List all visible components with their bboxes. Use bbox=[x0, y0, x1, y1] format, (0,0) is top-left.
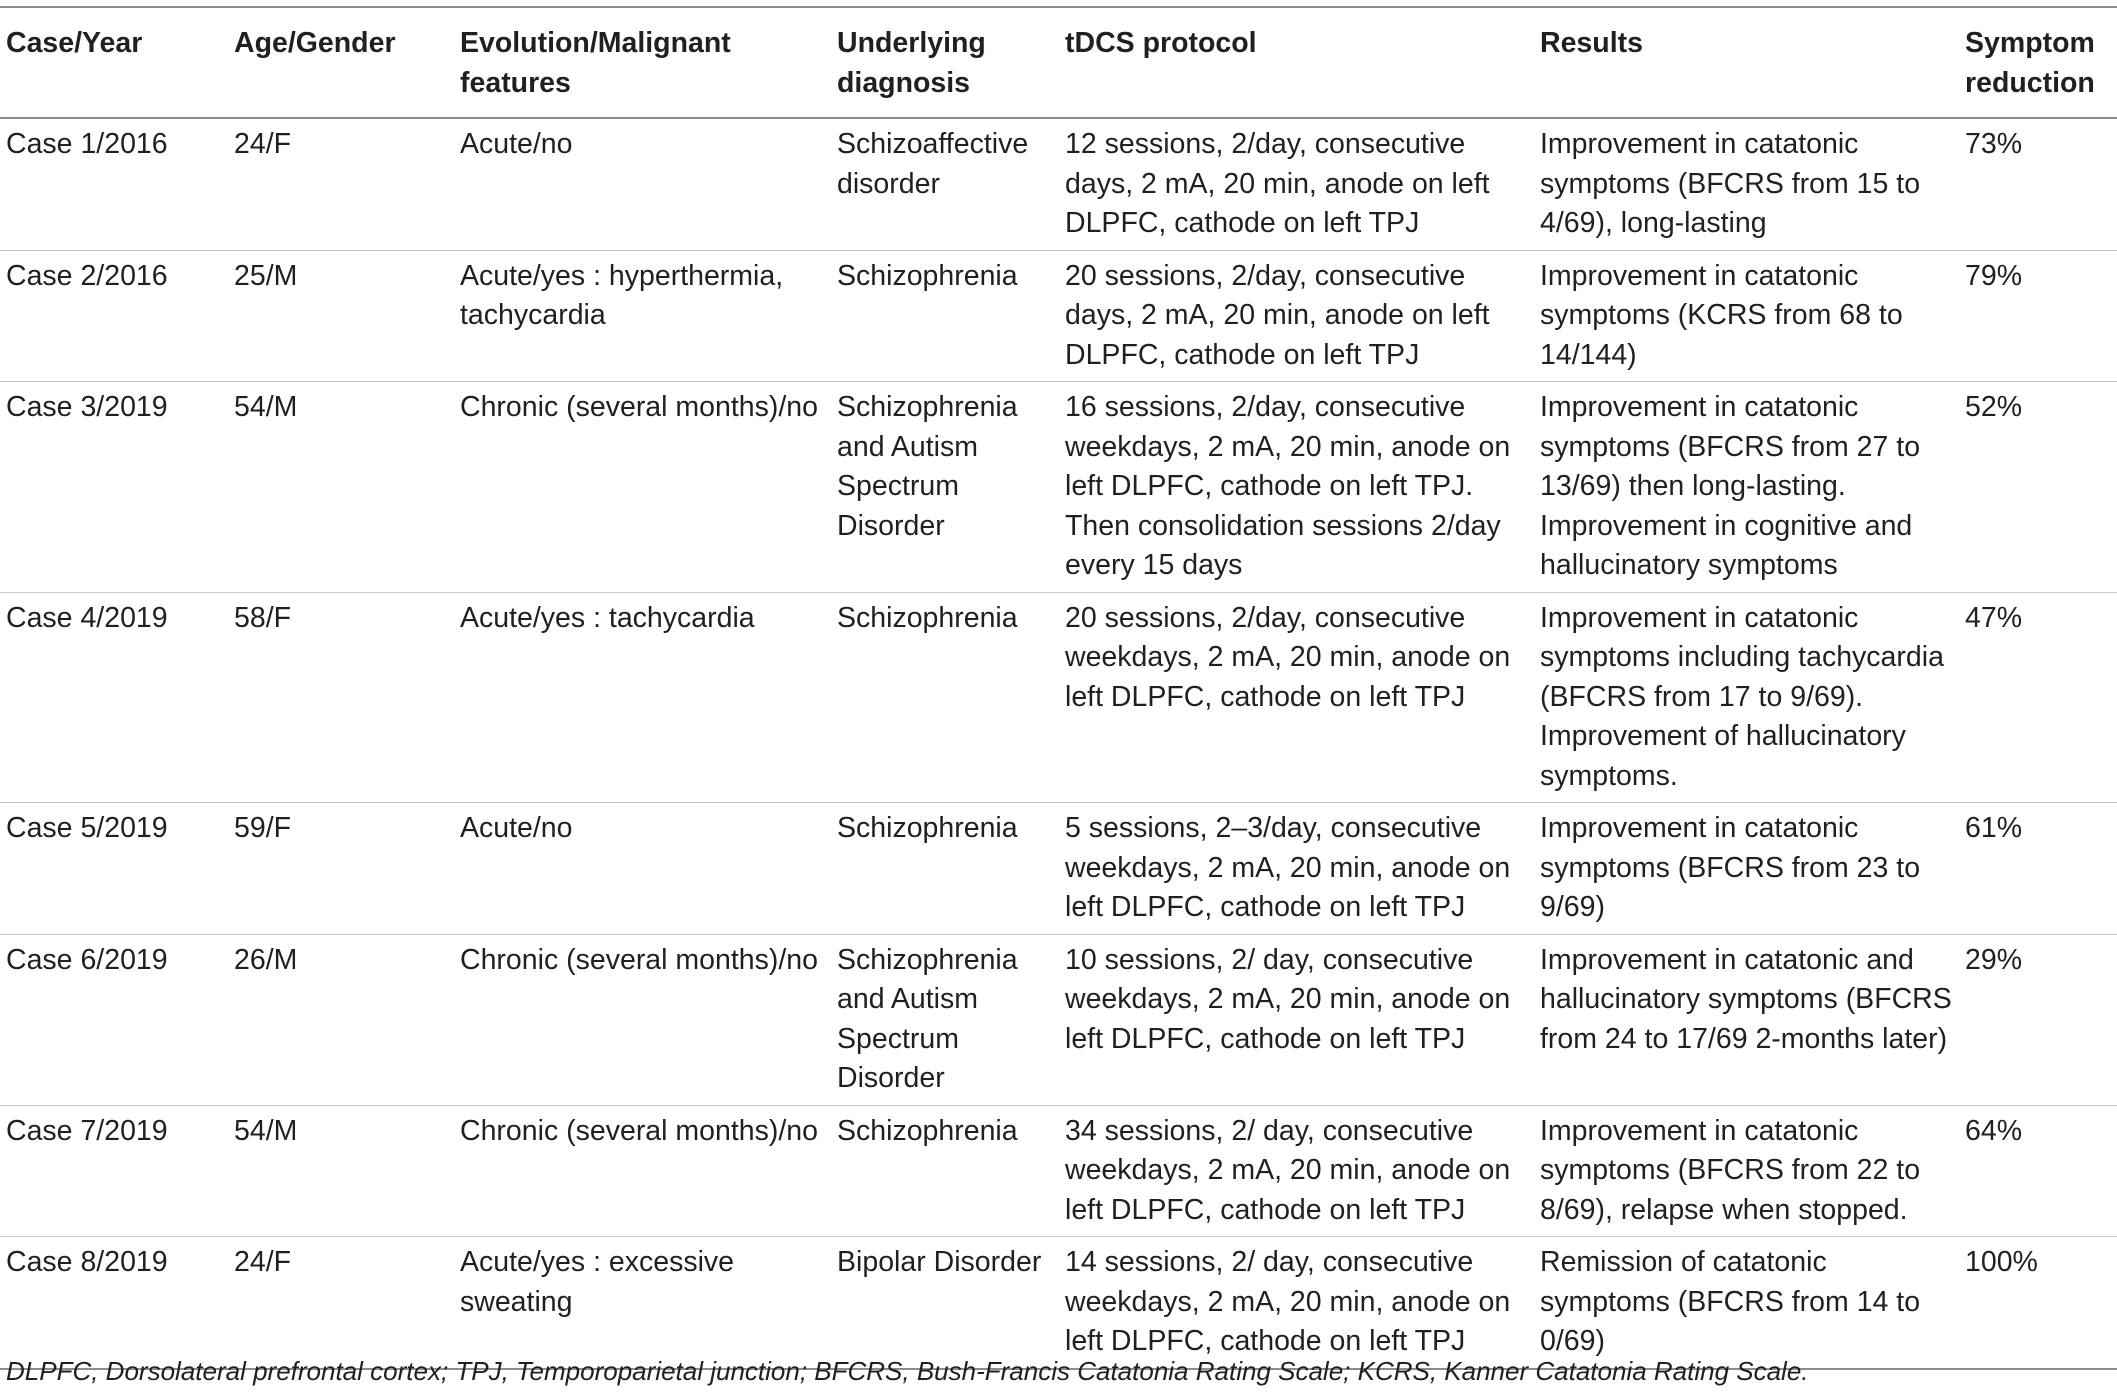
header-diagnosis: Underlying diagnosis bbox=[837, 27, 986, 99]
table-footnote: DLPFC, Dorsolateral prefrontal cortex; TPJ, Temporoparietal junction; BFCRS, Bush-Francis Catatonia Rating Scale; KCRS, Kanner Catatonia Rating Scale. bbox=[6, 1356, 1809, 1386]
case-table bbox=[0, 6, 2117, 1370]
header-case-year: Case/Year bbox=[6, 27, 143, 59]
cell-symptom-reduction: 73% bbox=[1965, 128, 2023, 160]
table-row bbox=[0, 803, 2117, 935]
cell-symptom-reduction: 100% bbox=[1965, 1246, 2038, 1278]
cell-symptom-reduction: 52% bbox=[1965, 391, 2023, 423]
table-row bbox=[0, 592, 2117, 803]
header-tdcs-protocol: tDCS protocol bbox=[1065, 27, 1257, 59]
cell-evolution: Acute/no bbox=[460, 812, 573, 844]
table-body bbox=[0, 118, 2117, 1369]
cell-evolution: Acute/yes : tachycardia bbox=[460, 601, 755, 634]
cell-age-gender: 54/M bbox=[234, 391, 298, 423]
cell-tdcs-protocol: 12 sessions, 2/day, consecutive days, 2 mA, 20 min, anode on left DLPFC, cathode on left TPJ bbox=[1065, 128, 1490, 239]
cell-age-gender: 24/F bbox=[234, 128, 292, 160]
cell-tdcs-protocol: 10 sessions, 2/ day, consecutive weekdays, 2 mA, 20 min, anode on left DLPFC, cathode on left TPJ bbox=[1065, 943, 1511, 1055]
table-row bbox=[0, 382, 2117, 593]
table-row bbox=[0, 250, 2117, 382]
cell-tdcs-protocol: 14 sessions, 2/ day, consecutive weekdays, 2 mA, 20 min, anode on left DLPFC, cathode on left TPJ bbox=[1065, 1246, 1511, 1357]
cell-case-year: Case 5/2019 bbox=[6, 812, 168, 844]
cell-evolution: Acute/yes : excessive sweating bbox=[460, 1246, 735, 1318]
cell-tdcs-protocol: 34 sessions, 2/ day, consecutive weekdays, 2 mA, 20 min, anode on left DLPFC, cathode on left TPJ bbox=[1065, 1114, 1511, 1226]
cell-case-year: Case 2/2016 bbox=[6, 259, 168, 292]
cell-evolution: Acute/no bbox=[460, 128, 573, 160]
cell-results: Improvement in catatonic and hallucinatory symptoms (BFCRS from 24 to 17/69 2-months later) bbox=[1540, 943, 1952, 1055]
cell-symptom-reduction: 79% bbox=[1965, 259, 2023, 292]
table-row bbox=[0, 118, 2117, 250]
cell-age-gender: 59/F bbox=[234, 812, 292, 844]
cell-case-year: Case 8/2019 bbox=[6, 1246, 168, 1278]
cell-age-gender: 54/M bbox=[234, 1114, 298, 1147]
table-row bbox=[0, 1237, 2117, 1369]
cell-case-year: Case 1/2016 bbox=[6, 128, 168, 160]
cell-case-year: Case 7/2019 bbox=[6, 1114, 168, 1147]
cell-diagnosis: Schizophrenia and Autism Spectrum Disorder bbox=[837, 391, 1018, 542]
cell-age-gender: 25/M bbox=[234, 259, 298, 292]
cell-results: Improvement in catatonic symptoms (BFCRS from 27 to 13/69) then long-lasting. Improvement in cognitive and hallucinatory symptoms bbox=[1540, 391, 1921, 581]
cell-tdcs-protocol: 16 sessions, 2/day, consecutive weekdays, 2 mA, 20 min, anode on left DLPFC, cathode on left TPJ. Then consolidation sessions 2/day every 15 days bbox=[1065, 391, 1511, 581]
header-evolution: Evolution/Malignant features bbox=[460, 27, 731, 99]
cell-results: Improvement in catatonic symptoms (BFCRS from 23 to 9/69) bbox=[1540, 812, 1921, 923]
cell-diagnosis: Schizophrenia bbox=[837, 1114, 1018, 1147]
cell-results: Remission of catatonic symptoms (BFCRS from 14 to 0/69) bbox=[1540, 1246, 1921, 1357]
cell-evolution: Chronic (several months)/no bbox=[460, 391, 818, 423]
cell-diagnosis: Schizophrenia bbox=[837, 812, 1018, 844]
cell-tdcs-protocol: 5 sessions, 2–3/day, consecutive weekdays, 2 mA, 20 min, anode on left DLPFC, cathode on left TPJ bbox=[1065, 812, 1511, 923]
header-symptom-reduction: Symptom reduction bbox=[1965, 27, 2095, 99]
cell-symptom-reduction: 29% bbox=[1965, 943, 2023, 976]
cell-symptom-reduction: 64% bbox=[1965, 1114, 2023, 1147]
header-results: Results bbox=[1540, 27, 1643, 59]
cell-diagnosis: Bipolar Disorder bbox=[837, 1246, 1042, 1278]
header-row bbox=[0, 7, 2117, 118]
cell-case-year: Case 6/2019 bbox=[6, 943, 168, 976]
cell-tdcs-protocol: 20 sessions, 2/day, consecutive days, 2 mA, 20 min, anode on left DLPFC, cathode on left TPJ bbox=[1065, 259, 1490, 371]
table-header bbox=[0, 7, 2117, 118]
cell-evolution: Chronic (several months)/no bbox=[460, 943, 818, 976]
cell-case-year: Case 4/2019 bbox=[6, 601, 168, 634]
cell-diagnosis: Schizoaffective disorder bbox=[837, 128, 1029, 200]
cell-results: Improvement in catatonic symptoms including tachycardia (BFCRS from 17 to 9/69). Improvement of hallucinatory symptoms. bbox=[1540, 601, 1944, 792]
cell-evolution: Acute/yes : hyperthermia, tachycardia bbox=[460, 259, 784, 331]
cell-diagnosis: Schizophrenia and Autism Spectrum Disorder bbox=[837, 943, 1018, 1094]
cell-case-year: Case 3/2019 bbox=[6, 391, 168, 423]
cell-results: Improvement in catatonic symptoms (BFCRS from 22 to 8/69), relapse when stopped. bbox=[1540, 1114, 1921, 1226]
cell-results: Improvement in catatonic symptoms (KCRS from 68 to 14/144) bbox=[1540, 259, 1903, 371]
header-age-gender: Age/Gender bbox=[234, 27, 396, 59]
cell-results: Improvement in catatonic symptoms (BFCRS from 15 to 4/69), long-lasting bbox=[1540, 128, 1921, 239]
cell-symptom-reduction: 61% bbox=[1965, 812, 2023, 844]
cell-age-gender: 26/M bbox=[234, 943, 298, 976]
cell-symptom-reduction: 47% bbox=[1965, 601, 2023, 634]
cell-age-gender: 58/F bbox=[234, 601, 292, 634]
cell-tdcs-protocol: 20 sessions, 2/day, consecutive weekdays, 2 mA, 20 min, anode on left DLPFC, cathode on left TPJ bbox=[1065, 601, 1511, 713]
cell-evolution: Chronic (several months)/no bbox=[460, 1114, 818, 1147]
case-table-container bbox=[0, 6, 2117, 1370]
cell-diagnosis: Schizophrenia bbox=[837, 601, 1018, 634]
table-row bbox=[0, 1105, 2117, 1237]
cell-diagnosis: Schizophrenia bbox=[837, 259, 1018, 292]
cell-age-gender: 24/F bbox=[234, 1246, 292, 1278]
table-row bbox=[0, 934, 2117, 1105]
